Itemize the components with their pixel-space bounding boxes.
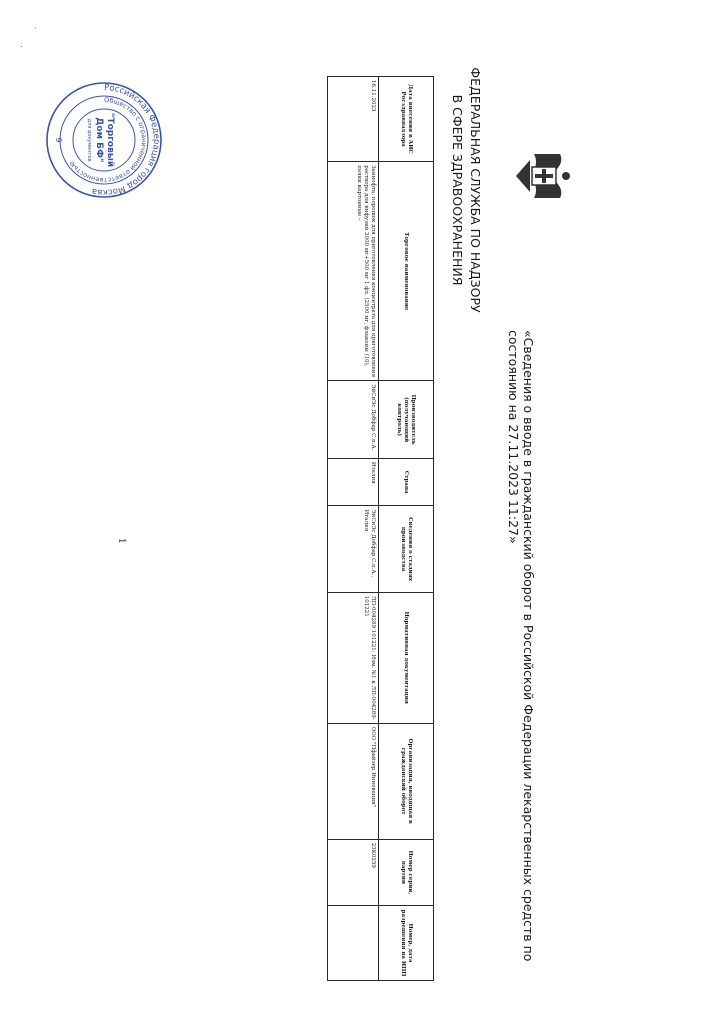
header-organization: Организация, вводящая в гражданский оборот [379,723,434,839]
header-date: Дата внесения в АИС Росздравнадзора [379,77,434,162]
cell-permit [328,906,379,981]
scan-mark: · [34,24,37,33]
scan-mark: . [20,40,23,49]
table-header-row [379,77,434,981]
cell-date: 16.11.2023 [328,77,379,162]
stamp-center-small: для документов [86,118,92,162]
stamp-middle-text: Общество с ограниченной ответственностью [67,95,149,185]
agency-name [448,65,484,315]
header-normative-doc: Нормативная документация [379,592,434,723]
registry-table [327,76,434,981]
document-title: «Сведения о вводе в гражданский оборот в Российской Федерации лекарственных средств по состоянию на 27.11.2023 11:27» [506,330,536,962]
stamp-number: 9 [54,137,63,143]
stamp-inner-line-2: Дом БФ" [94,117,104,163]
table-row [328,77,379,981]
company-stamp [44,80,164,200]
header-manufacturer: Производитель (получающий контроль) [379,381,434,458]
page-number: 1 [116,538,126,544]
header-stages: Сведения о стадиях производства [379,506,434,592]
stamp-inner-line-1: "Торговый [105,112,115,168]
header-permit: Номер, дата разрешения на ИПП [379,906,434,981]
agency-line-1: ФЕДЕРАЛЬНАЯ СЛУЖБА ПО НАДЗОРУ [468,67,483,313]
header-series: Номер серии, партии [379,839,434,905]
header-country: Страна [379,458,434,506]
cell-country: Италия [328,458,379,506]
header-trade-name: Торговое наименование [379,162,434,381]
eagle-emblem-icon [514,150,574,202]
cell-normative-doc: ЛП-004289 101221; Изм. №1 к ЛП-004289-101221 [328,592,379,723]
agency-line-2: В СФЕРЕ ЗДРАВООХРАНЕНИЯ [450,94,465,286]
cell-trade-name: Заниофта; порошок для приготовления концентрата для приготовления раствора для инфузий 2000 мг+500 мг 1 фл. (2500 мг, флаконы (10), пачки картонные – [328,162,379,381]
cell-stages: ЭйСиЭс Добфар С.п.А., Италия [328,506,379,592]
cell-organization: ООО "Пфайзер Инновации" [328,723,379,839]
cell-series: 23K0259 [328,839,379,905]
stamp-outer-text: Российская Федерация город Москва [91,82,162,198]
cell-manufacturer: ЭйСиЭс Добфар С.п.А. [328,381,379,458]
